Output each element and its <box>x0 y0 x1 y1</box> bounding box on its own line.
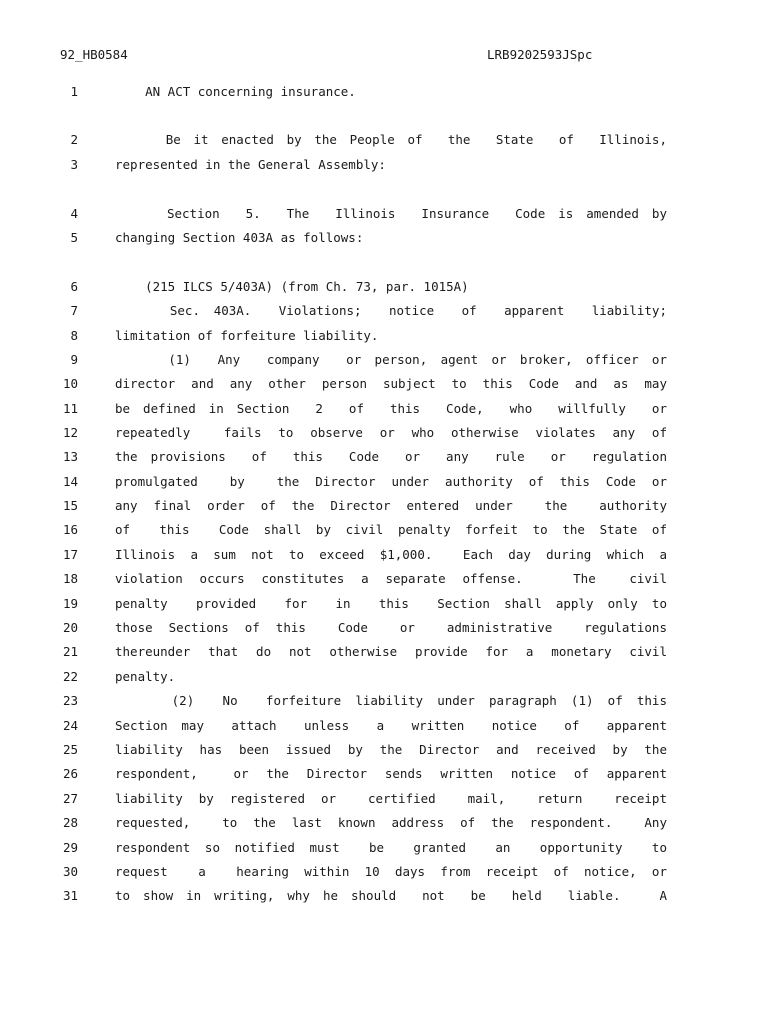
line-number: 22 <box>62 669 78 684</box>
line-text: AN ACT concerning insurance. <box>115 84 356 99</box>
line-number: 30 <box>62 864 78 879</box>
line-number: 26 <box>62 766 78 781</box>
line-text: repeatedly fails to observe or who otherwise violates any of <box>115 425 667 440</box>
line-text: liability has been issued by the Director and received by the <box>115 742 667 757</box>
line-number: 6 <box>70 279 78 294</box>
line-number: 28 <box>62 815 78 830</box>
line-number: 7 <box>70 303 78 318</box>
line-text: requested, to the last known address of the respondent. Any <box>115 815 667 830</box>
line-number: 24 <box>62 718 78 733</box>
line-number: 14 <box>62 474 78 489</box>
line-number: 10 <box>62 376 78 391</box>
line-number: 12 <box>62 425 78 440</box>
line-text: Be it enacted by the People of the State of Illinois, <box>115 132 667 147</box>
line-number: 3 <box>70 157 78 172</box>
line-number: 27 <box>62 791 78 806</box>
line-number: 29 <box>62 840 78 855</box>
line-text: penalty. <box>115 669 176 684</box>
line-number: 17 <box>62 547 78 562</box>
line-text: (1) Any company or person, agent or broker, officer or <box>115 352 667 367</box>
line-number: 9 <box>70 352 78 367</box>
line-text: to show in writing, why he should not be held liable. A <box>115 888 667 903</box>
line-number: 19 <box>62 596 78 611</box>
line-number: 11 <box>62 401 78 416</box>
line-text: those Sections of this Code or administrative regulations <box>115 620 667 635</box>
line-number: 15 <box>62 498 78 513</box>
line-number: 23 <box>62 693 78 708</box>
line-text: (2) No forfeiture liability under paragraph (1) of this <box>115 693 667 708</box>
line-text: represented in the General Assembly: <box>115 157 386 172</box>
line-text: penalty provided for in this Section shall apply only to <box>115 596 667 611</box>
line-number: 8 <box>70 328 78 343</box>
line-text: Sec. 403A. Violations; notice of apparent liability; <box>115 303 667 318</box>
line-text: be defined in Section 2 of this Code, who willfully or <box>115 401 667 416</box>
bill-number: 92_HB0584 <box>60 47 128 62</box>
line-number: 13 <box>62 449 78 464</box>
line-text: of this Code shall by civil penalty forfeit to the State of <box>115 522 667 537</box>
line-number: 5 <box>70 230 78 245</box>
line-number: 1 <box>70 84 78 99</box>
line-text: thereunder that do not otherwise provide for a monetary civil <box>115 644 667 659</box>
line-text: (215 ILCS 5/403A) (from Ch. 73, par. 1015A) <box>115 279 469 294</box>
line-number: 20 <box>62 620 78 635</box>
line-text: request a hearing within 10 days from receipt of notice, or <box>115 864 667 879</box>
line-text: changing Section 403A as follows: <box>115 230 364 245</box>
line-number: 21 <box>62 644 78 659</box>
line-number: 31 <box>62 888 78 903</box>
line-number: 18 <box>62 571 78 586</box>
line-number: 16 <box>62 522 78 537</box>
line-number: 25 <box>62 742 78 757</box>
line-text: violation occurs constitutes a separate offense. The civil <box>115 571 667 586</box>
line-number: 4 <box>70 206 78 221</box>
line-text: respondent so notified must be granted an opportunity to <box>115 840 667 855</box>
line-text: any final order of the Director entered under the authority <box>115 498 667 513</box>
line-text: limitation of forfeiture liability. <box>115 328 379 343</box>
line-text: director and any other person subject to this Code and as may <box>115 376 667 391</box>
line-text: Illinois a sum not to exceed $1,000. Each day during which a <box>115 547 667 562</box>
line-text: promulgated by the Director under authority of this Code or <box>115 474 667 489</box>
line-number: 2 <box>70 132 78 147</box>
line-text: Section may attach unless a written notice of apparent <box>115 718 667 733</box>
line-text: Section 5. The Illinois Insurance Code is amended by <box>115 206 667 221</box>
lrb-number: LRB9202593JSpc <box>487 47 593 62</box>
line-text: respondent, or the Director sends written notice of apparent <box>115 766 667 781</box>
line-text: liability by registered or certified mail, return receipt <box>115 791 667 806</box>
line-text: the provisions of this Code or any rule or regulation <box>115 449 667 464</box>
